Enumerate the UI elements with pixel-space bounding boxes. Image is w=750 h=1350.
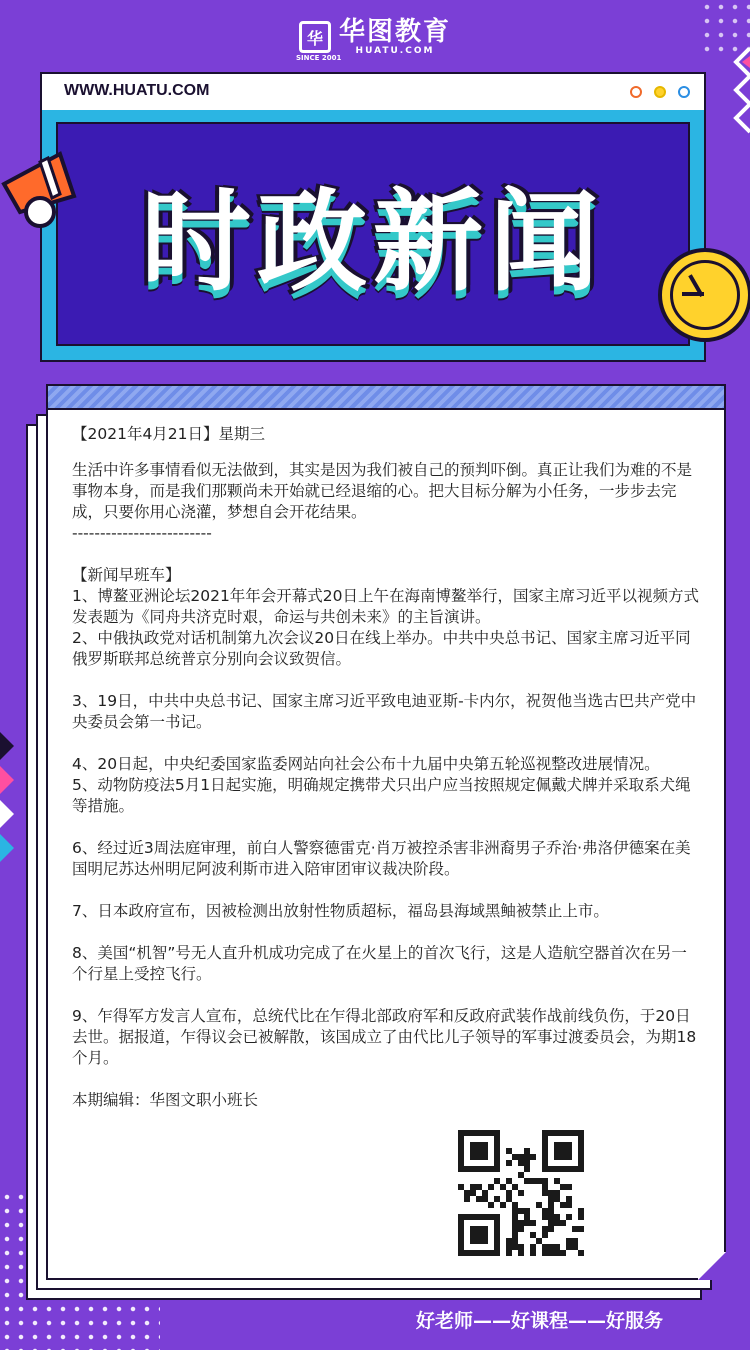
news-item-6: 6、经过近3周法庭审理，前白人警察德雷克·肖万被控杀害非洲裔男子乔治·弗洛伊德案在美国明尼苏达州明尼阿波利斯市进入陪审团审议裁决阶段。 bbox=[72, 839, 691, 878]
window-dot-blue-icon bbox=[678, 86, 690, 98]
logo-mark-icon: 华 SINCE 2001 bbox=[299, 21, 331, 53]
browser-window bbox=[40, 72, 706, 364]
news-item-1: 1、博鳌亚洲论坛2021年年会开幕式20日上午在海南博鳌举行，国家主席习近平以视频方式发表题为《同舟共济克时艰，命运与共创未来》的主旨演讲。 bbox=[72, 587, 700, 626]
browser-titlebar bbox=[40, 72, 706, 112]
logo-name-cn: 华图教育 bbox=[338, 17, 451, 47]
browser-url: WWW.HUATU.COM bbox=[64, 82, 210, 99]
clock-icon bbox=[658, 248, 750, 342]
news-item-3: 3、19日，中共中央总书记、国家主席习近平致电迪亚斯-卡内尔，祝贺他当选古巴共产党中央委员会第一书记。 bbox=[72, 692, 697, 731]
news-item-2: 2、中俄执政党对话机制第九次会议20日在线上举办。中共中央总书记、国家主席习近平同俄罗斯联邦总统普京分别向会议致贺信。 bbox=[72, 629, 691, 668]
article-paper bbox=[46, 384, 726, 1280]
article-content bbox=[72, 424, 700, 1111]
browser-body bbox=[40, 110, 706, 362]
editor-credit: 本期编辑：华图文职小班长 bbox=[72, 1091, 259, 1109]
section-title: 【新闻早班车】 bbox=[72, 566, 181, 584]
qr-code[interactable] bbox=[458, 1130, 584, 1256]
divider-text: ------------------------- bbox=[72, 524, 212, 542]
logo-name-en: HUATU.COM bbox=[355, 46, 435, 56]
date-line: 【2021年4月21日】星期三 bbox=[72, 425, 266, 443]
paper-header-stripe bbox=[48, 386, 724, 410]
news-item-5: 5、动物防疫法5月1日起实施，明确规定携带犬只出户应当按照规定佩戴犬牌并采取系犬绳等措施。 bbox=[72, 776, 691, 815]
intro-text: 生活中许多事情看似无法做到，其实是因为我们被自己的预判吓倒。真正让我们为难的不是事物本身，而是我们那颗尚未开始就已经退缩的心。把大目标分解为小任务，一步步去完成，只要你用心浇灌，梦想自会开花结果。 bbox=[72, 461, 693, 521]
news-item-7: 7、日本政府宣布，因被检测出放射性物质超标，福岛县海域黑鲉被禁止上市。 bbox=[72, 902, 609, 920]
decor-zigzag-left bbox=[0, 732, 18, 872]
page-title: 时政新闻 bbox=[141, 178, 605, 306]
news-item-9: 9、乍得军方发言人宣布，总统代比在乍得北部政府军和反政府武装作战前线负伤，于20日去世。据报道，乍得议会已被解散，该国成立了由代比儿子领导的军事过渡委员会，为期18个月。 bbox=[72, 1007, 697, 1067]
logo-since: SINCE 2001 bbox=[295, 54, 342, 62]
paper-fold-corner bbox=[698, 1252, 726, 1280]
slogan: 好老师——好课程——好服务 bbox=[416, 1310, 664, 1332]
window-dot-yellow-icon bbox=[654, 86, 666, 98]
megaphone-icon bbox=[0, 150, 90, 230]
brand-logo bbox=[0, 12, 750, 62]
news-item-8: 8、美国“机智”号无人直升机成功完成了在火星上的首次飞行，这是人造航空器首次在另一个行星上受控飞行。 bbox=[72, 944, 687, 983]
window-dot-orange-icon bbox=[630, 86, 642, 98]
title-panel bbox=[56, 122, 690, 346]
news-item-4: 4、20日起，中央纪委国家监委网站向社会公布十九届中央第五轮巡视整改进展情况。 bbox=[72, 755, 660, 773]
